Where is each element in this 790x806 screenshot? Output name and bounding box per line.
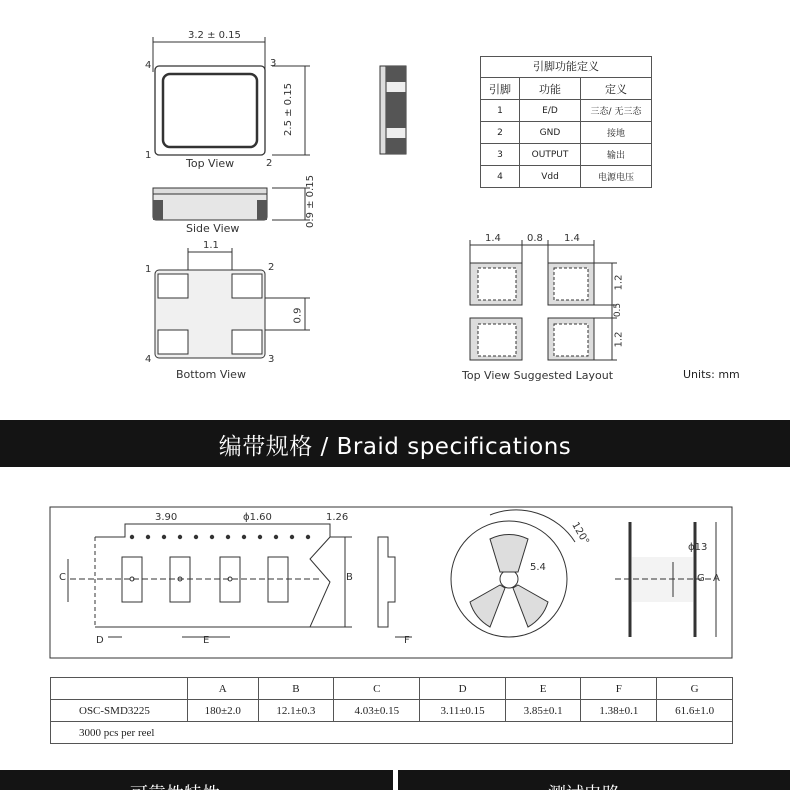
tape-label-e: E	[203, 635, 210, 646]
reel-angle-label: 120°	[569, 520, 591, 547]
tape-label-f: F	[404, 635, 410, 646]
spec-header-e: E	[505, 678, 581, 700]
pin-label-4-bottom: 4	[145, 354, 152, 365]
pin-label-1-top: 1	[145, 150, 152, 161]
table-row	[481, 144, 652, 166]
dim-pad-gap: 1.1	[203, 240, 219, 251]
pin-label-4-top: 4	[145, 60, 152, 71]
layout-gap: 0.8	[527, 233, 543, 244]
pin-label-3-top: 3	[270, 58, 277, 69]
spec-g: 61.6±1.0	[657, 700, 733, 722]
pin-function: Vdd	[520, 166, 581, 188]
bottom-view-label: Bottom View	[176, 368, 246, 381]
tape-label-c: C	[59, 572, 66, 583]
table-row	[481, 166, 652, 188]
spec-header-f: F	[581, 678, 657, 700]
spec-c: 4.03±0.15	[334, 700, 420, 722]
pin-number: 1	[481, 100, 520, 122]
pin-header-function: 功能	[520, 78, 581, 100]
pin-definition: 输出	[581, 144, 652, 166]
layout-w1: 1.4	[485, 233, 501, 244]
spec-note: 3000 pcs per reel	[51, 722, 733, 744]
spec-header-g: G	[657, 678, 733, 700]
test-circuit-banner	[398, 770, 790, 805]
spec-a: 180±2.0	[188, 700, 259, 722]
pin-function-table	[480, 56, 652, 188]
spec-header-a: A	[188, 678, 259, 700]
layout-vgap: 0.5	[613, 302, 624, 318]
pin-definition: 三态/ 无三态	[581, 100, 652, 122]
pin-function: E/D	[520, 100, 581, 122]
test-circuit-title: 测试电路	[548, 784, 620, 805]
pin-table-title: 引脚功能定义	[480, 56, 652, 77]
dim-width: 3.2 ± 0.15	[188, 30, 241, 41]
reel-label-a: A	[713, 573, 720, 584]
tape-label-b: B	[346, 572, 353, 583]
side-view-label: Side View	[186, 222, 240, 235]
pin-number: 3	[481, 144, 520, 166]
pin-header-definition: 定义	[581, 78, 652, 100]
reel-spec-table	[50, 677, 733, 744]
top-view-label: Top View	[186, 157, 235, 170]
pin-function: OUTPUT	[520, 144, 581, 166]
layout-h1: 1.2	[613, 274, 625, 291]
spec-b: 12.1±0.3	[258, 700, 334, 722]
pin-label-2-bottom: 2	[268, 262, 275, 273]
table-row	[481, 100, 652, 122]
tape-pitch-label: 3.90	[155, 512, 178, 523]
spec-header-c: C	[334, 678, 420, 700]
sprocket-hole-label: ϕ1.60	[243, 512, 272, 523]
pin-number: 4	[481, 166, 520, 188]
layout-h2: 1.2	[613, 331, 625, 348]
table-row	[481, 122, 652, 144]
tape-edge-label: 1.26	[326, 512, 349, 523]
braid-spec-banner	[0, 420, 790, 467]
spec-f: 1.38±0.1	[581, 700, 657, 722]
reel-hub-label: 5.4	[530, 562, 546, 573]
spec-e: 3.85±0.1	[505, 700, 581, 722]
tape-reel-drawing	[0, 467, 790, 677]
pin-header-pin: 引脚	[481, 78, 520, 100]
units-label: Units: mm	[683, 368, 740, 381]
spec-header-b: B	[258, 678, 334, 700]
tape-label-d: D	[96, 635, 104, 646]
spec-d: 3.11±0.15	[420, 700, 505, 722]
pin-label-1-bottom: 1	[145, 264, 152, 275]
spec-model: OSC-SMD3225	[51, 700, 188, 722]
dim-height: 2.5 ± 0.15	[282, 83, 294, 136]
table-row	[51, 700, 733, 722]
pin-label-2-top: 2	[266, 158, 273, 169]
pin-number: 2	[481, 122, 520, 144]
pin-label-3-bottom: 3	[268, 354, 275, 365]
reel-label-g: G	[697, 573, 705, 584]
pin-function: GND	[520, 122, 581, 144]
banner-title: 编带规格 / Braid specifications	[218, 434, 572, 460]
spec-header-empty	[51, 678, 188, 700]
pin-definition: 电源电压	[581, 166, 652, 188]
reliability-banner	[0, 770, 393, 805]
pin-definition: 接地	[581, 122, 652, 144]
reliability-title: 可靠性特性	[130, 784, 220, 805]
spindle-label: ϕ13	[688, 542, 708, 553]
suggested-layout-label: Top View Suggested Layout	[462, 369, 614, 382]
dim-thickness: 0.9 ± 0.15	[304, 175, 316, 228]
dim-pad-vgap: 0.9	[292, 307, 304, 324]
layout-w2: 1.4	[564, 233, 580, 244]
spec-header-d: D	[420, 678, 505, 700]
